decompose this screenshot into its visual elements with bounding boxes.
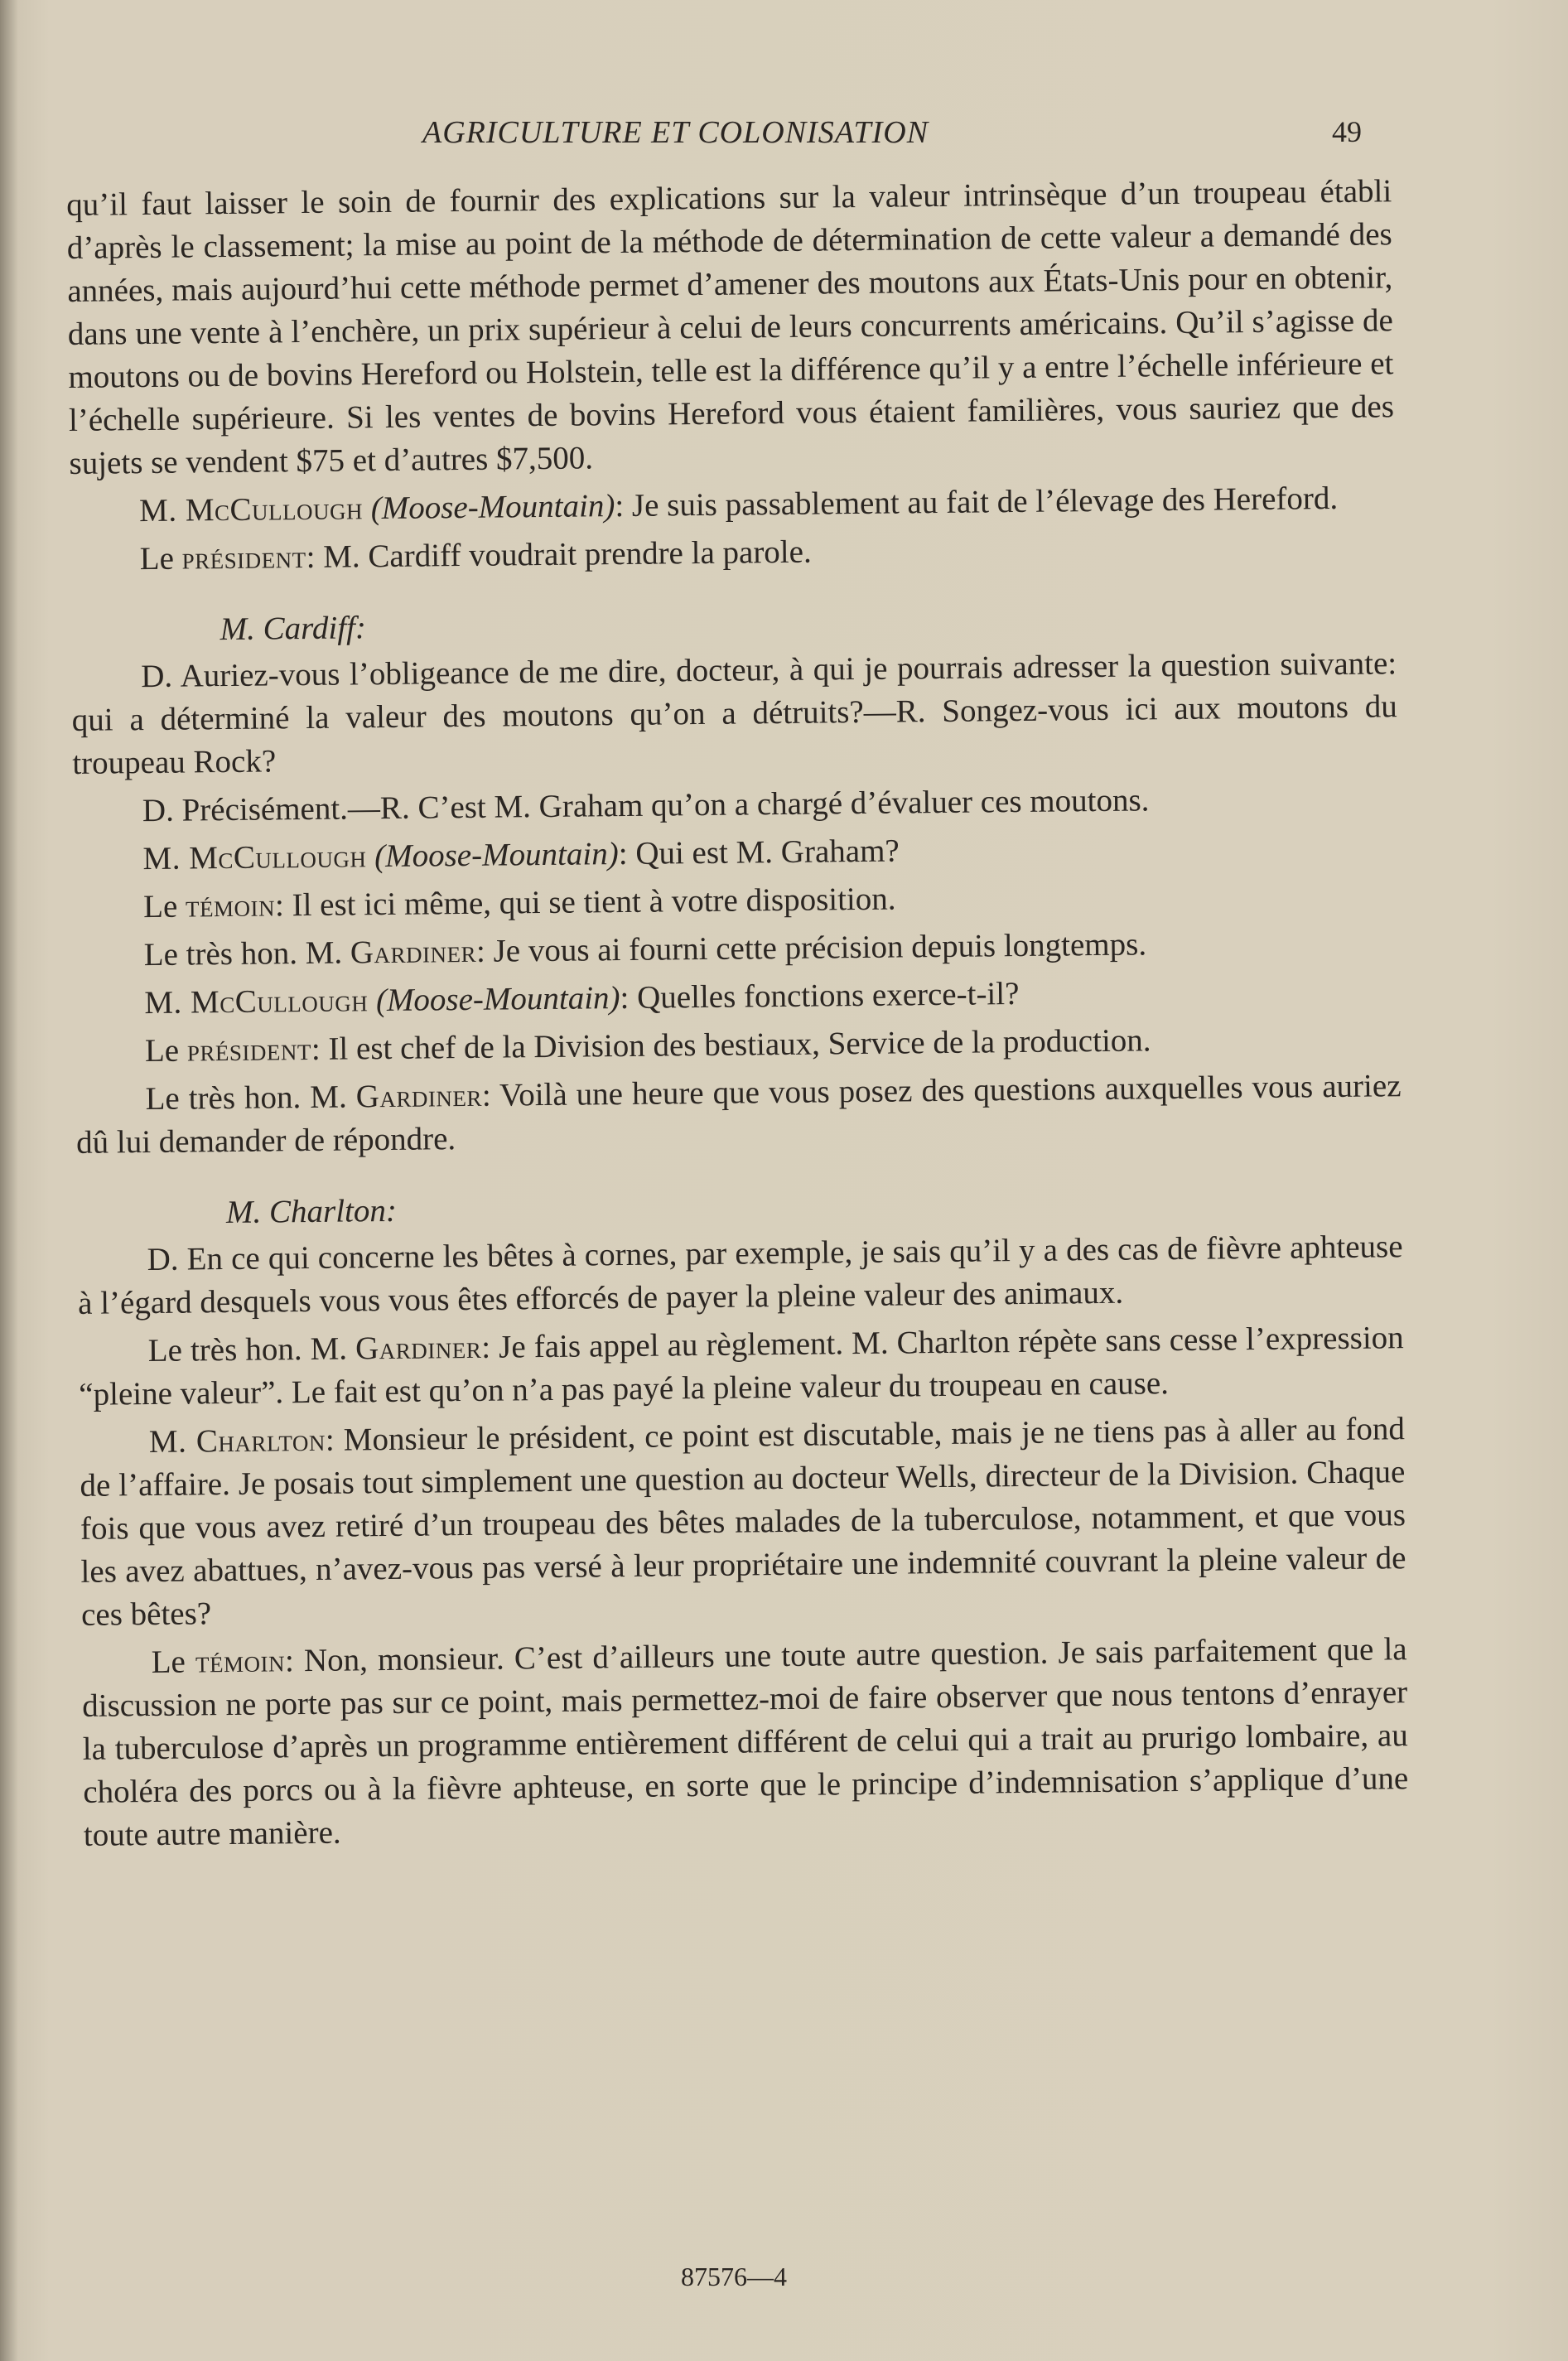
paragraph-text: : Il est ici même, qui se tient à votre disposition. [274,881,896,924]
paragraph [81,1628,1409,1857]
paragraph [66,170,1395,485]
speaker-name: témoin [195,1643,286,1680]
speaker-prefix: Le [151,1644,196,1681]
speaker-name: Gardiner [355,1329,482,1367]
paragraph-text: : Monsieur le président, ce point est discutable, mais je ne tiens pas à aller au fond de l’affaire. Je posais tout simplement une question au docteur Wells, directeur de la Division. Chaque fois que vous avez retiré d’un troupeau des bêtes malades de la tuberculose, notamment, et que vous les avez abattues, n’avez-vous pas versé à leur propriétaire une indemnité couvrant la pleine valeur de ces bêtes? [80,1411,1406,1633]
paragraph [75,1016,1401,1074]
paragraph-text: D. Auriez-vous l’obligeance de me dire, docteur, à qui je pourrais adresser la question suivante: qui a déterminé la valeur des moutons qu’on a détruits?—R. Songez-vous ici aux moutons du troupeau Rock? [71,645,1397,781]
paragraph-text: : Je suis passablement au fait de l’élevage des Hereford. [615,480,1339,524]
page-number: 49 [1332,115,1362,148]
speaker-name: M. McCullough [138,490,364,529]
speaker-prefix: Le très hon. M. [147,1330,356,1369]
speaker-prefix: Le [142,888,186,925]
paragraph [73,824,1398,881]
paragraph-text: : Qui est M. Graham? [618,833,900,872]
paragraph [74,872,1399,929]
speaker-name: M. McCullough [144,983,369,1021]
paragraph [75,1065,1402,1165]
paragraph-text: D. Précisément.—R. C’est M. Graham qu’on a chargé d’évaluer ces moutons. [142,782,1150,829]
paragraph [71,642,1398,785]
text-body [66,170,1409,1862]
speaker-prefix: Le [144,1032,188,1069]
section-heading: M. Charlton: [225,1192,398,1231]
paragraph [70,476,1395,534]
paragraph-text: qu’il faut laisser le soin de fournir des explications sur la valeur intrinsèque d’un troupeau établi d’après le classement; la mise au point de la méthode de détermination de cette valeur a demandé des années, mais aujourd’hui cette méthode permet d’amener des moutons aux États-Unis pour en obtenir, dans une vente à l’enchère, un prix supérieur à celui de leurs concurrents américains. Qu’il s’agisse de moutons ou de bovins Hereford ou Holstein, telle est la différence qu’il y a entre l’échelle inférieure et l’échelle supérieure. Si les ventes de bovins Hereford vous étaient familières, vous sauriez que des sujets se vendent $75 et d’autres $7,500. [66,173,1395,481]
speaker-name: Gardiner [350,933,477,971]
paragraph-text: : M. Cardiff voudrait prendre la parole. [306,534,812,575]
speaker-riding: (Moose-Mountain) [370,488,615,527]
paragraph-text: D. En ce qui concerne les bêtes à cornes, par exemple, je sais qu’il y a des cas de fièvre aphteuse à l’égard desquels vous vous êtes efforcés de payer la pleine valeur des animaux. [77,1229,1403,1321]
paragraph [74,920,1399,978]
paragraph [73,776,1398,833]
speaker-prefix: Le très hon. M. [143,934,351,973]
speaker-prefix: Le [139,540,182,577]
paragraph-text: : Je vous ai fourni cette précision depuis longtemps. [475,926,1147,969]
paragraph-text: : Non, monsieur. C’est d’ailleurs une toute autre question. Je sais parfaitement que la discussion ne porte pas sur ce point, mais permettez-moi de faire observer que nous tentons d’enrayer la tuberculose d’après un programme entièrement différent de celui qui a trait au prurigo lombaire, au choléra des porcs ou à la fièvre aphteuse, en sorte que le principe d’indemnisation s’applique d’une toute autre manière. [82,1631,1409,1853]
speaker-name: président [186,1031,312,1069]
page-header [0,114,1568,156]
speaker-riding: (Moose-Mountain) [374,836,619,875]
paragraph-text: : Il est chef de la Division des bestiaux, Service de la production. [311,1022,1151,1067]
speaker-name: Gardiner [355,1077,483,1115]
paragraph-text: : Voilà une heure que vous posez des questions auxquelles vous auriez dû lui demander de répondre. [75,1068,1402,1161]
paragraph-text: : Je fais appel au règlement. M. Charlton répète sans cesse l’expression “pleine valeur”. Le fait est qu’on n’a pas payé la pleine valeur du troupeau en cause. [79,1320,1404,1412]
paragraph [70,524,1395,582]
paragraph [80,1407,1407,1637]
paragraph [77,1225,1403,1325]
signature-mark: 87576—4 [681,2262,787,2291]
running-title: AGRICULTURE ET COLONISATION [422,115,929,150]
speaker-name: M. Charlton [148,1422,326,1461]
section-heading: M. Cardiff: [220,610,367,648]
paragraph [75,968,1400,1026]
paragraph-text: : Quelles fonctions exerce-t-il? [620,976,1020,1016]
speaker-name: M. McCullough [142,838,367,877]
speaker-prefix: Le très hon. M. [145,1079,356,1118]
speaker-name: président [181,538,306,577]
paragraph [78,1316,1404,1417]
speaker-name: témoin [185,887,276,925]
speaker-riding: (Moose-Mountain) [375,980,620,1019]
